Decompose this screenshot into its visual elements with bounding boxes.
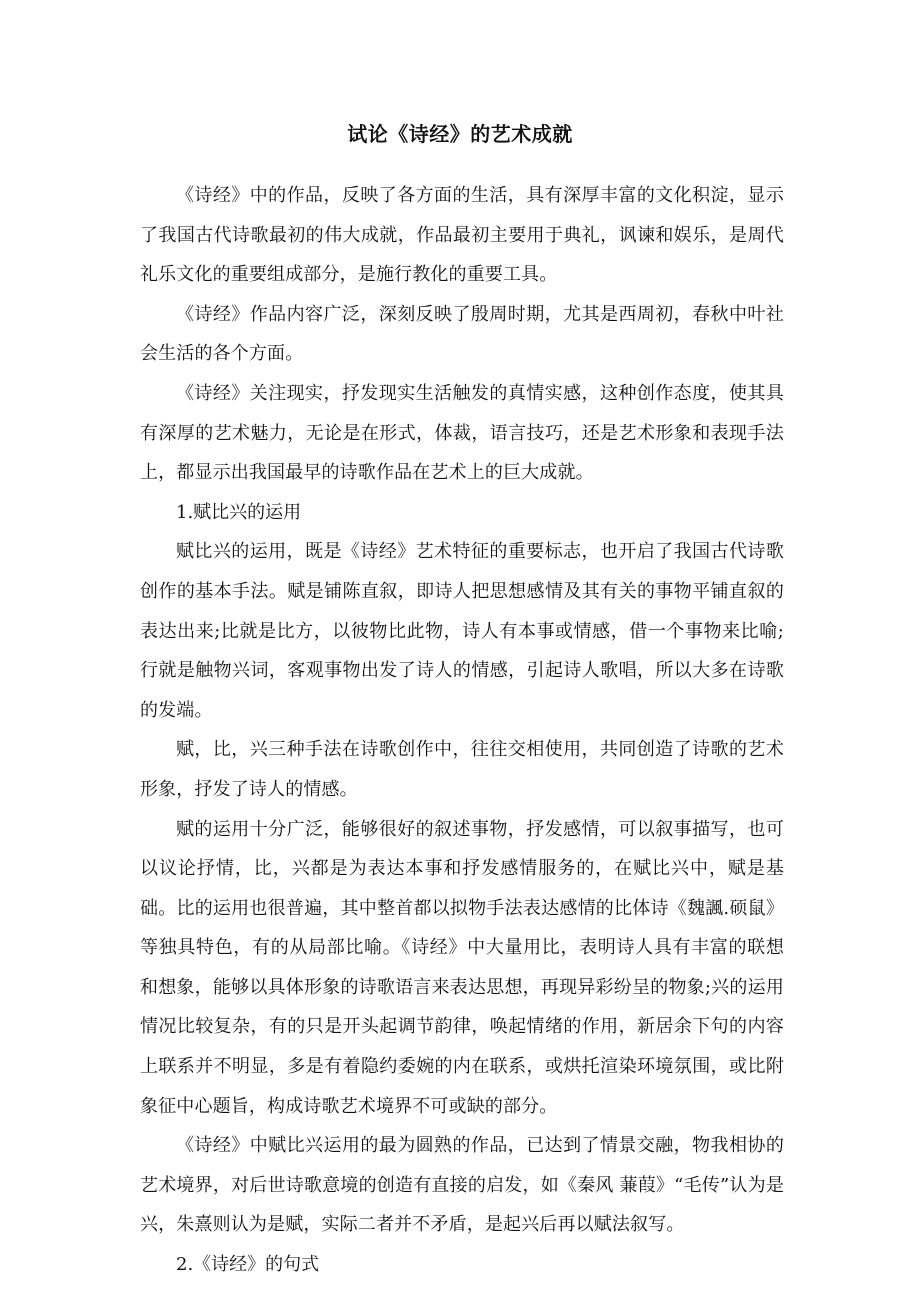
section-heading-fu-bi-xing: 1.赋比兴的运用	[176, 501, 302, 523]
document-body	[140, 176, 784, 1285]
paragraph-fu-usage: 赋的运用十分广泛，能够很好的叙述事物，抒发感情，可以叙事描写，也可以议论抒情，比，兴都是为表达本事和抒发感情服务的，在赋比兴中，赋是基础。比的运用也很普遍，其中整首都以拟物手法表达感情的比体诗《魏諷.硕鼠》等独具特色，有的从局部比喻。《诗经》中大量用比，表明诗人具有丰富的联想和想象，能够以具体形象的诗歌语言来表达思想，再现异彩纷呈的物象;兴的运用情况比较复杂，有的只是开头起调节韵律，唤起情绪的作用，新居余下句的内容上联系并不明显，多是有着隐约委婉的内在联系，或烘托渲染环境氛围，或比附象征中心题旨，构成诗歌艺术境界不可或缺的部分。	[140, 818, 784, 1117]
document-title: 试论《诗经》的艺术成就	[347, 122, 573, 146]
paragraph-realism: 《诗经》关注现实，抒发现实生活触发的真情实感，这种创作态度，使其具有深厚的艺术魅力，无论是在形式，体裁，语言技巧，还是艺术形象和表现手法上，都显示出我国最早的诗歌作品在艺术上的巨大成就。	[140, 382, 784, 484]
paragraph-three-techniques: 赋，比，兴三种手法在诗歌创作中，往往交相使用，共同创造了诗歌的艺术形象，抒发了诗人的情感。	[140, 739, 784, 800]
paragraph-fu-bi-xing-definition: 赋比兴的运用，既是《诗经》艺术特征的重要标志，也开启了我国古代诗歌创作的基本手法。赋是铺陈直叙，即诗人把思想感情及其有关的事物平铺直叙的表达出来;比就是比方，以彼物比此物，诗人有本事或情感，借一个事物来比喻;行就是触物兴词，客观事物出发了诗人的情感，引起诗人歌唱，所以大多在诗歌的发端。	[140, 541, 784, 721]
section-heading-sentence-patterns: 2.《诗经》的句式	[176, 1254, 320, 1276]
paragraph-mature-works: 《诗经》中赋比兴运用的最为圆熟的作品，已达到了情景交融，物我相协的艺术境界，对后世诗歌意境的创造有直接的启发，如《秦风 蒹葭》“毛传”认为是兴，朱熹则认为是赋，实际二者并不矛盾，是起兴后再以赋法叙写。	[140, 1135, 784, 1236]
paragraph-intro: 《诗经》中的作品，反映了各方面的生活，具有深厚丰富的文化积淀，显示了我国古代诗歌最初的伟大成就，作品最初主要用于典礼，讽谏和娱乐，是周代礼乐文化的重要组成部分，是施行教化的重要工具。	[140, 185, 784, 286]
paragraph-content-scope: 《诗经》作品内容广泛，深刻反映了殷周时期，尤其是西周初，春秋中叶社会生活的各个方面。	[140, 303, 784, 365]
